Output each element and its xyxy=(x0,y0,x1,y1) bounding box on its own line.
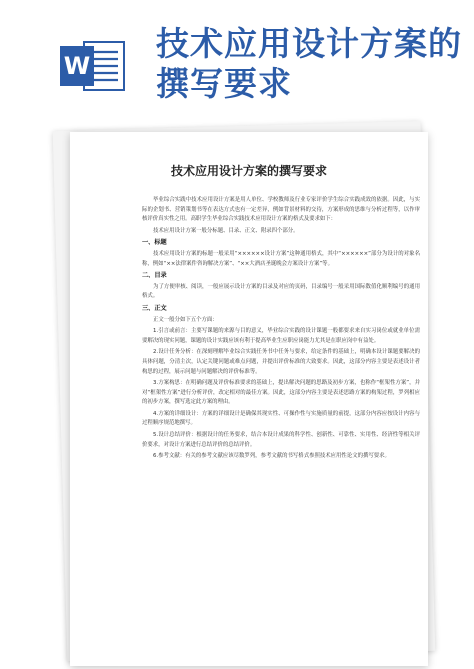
body-item-1: 1.引言或前言：主要写课题的来源与目的意义，毕业综合实践的设计课题一般都要求来自实习岗位或就业单位需要解决的现实问题，课题的设计实践应该有利于提高毕业生应职应岗能力尤其是在职应岗中有益处。 xyxy=(142,328,420,344)
body-item-5: 5.设计总结评价：根据设计的任务要求，结合本设计成果的科学性、创新性、可靠性、实用性、经济性等相关评价要求，对设计方案进行总结评价的总结评价。 xyxy=(142,432,420,448)
header-banner xyxy=(0,0,474,118)
document-title: 技术应用设计方案的撰写要求 xyxy=(170,164,327,178)
body-item-6: 6.参考文献：有关的参考文献应该尽数罗列，参考文献的书写格式参照技术应用性论文的撰写要求。 xyxy=(153,453,390,460)
title-paragraph: 技术应用设计方案的标题一般采用“××××××设计方案”这种通用格式，其中“××××××”部分为设计的对象名称，例如“××法律案件咨询解决方案”、“××大酒店圣诞晚会方案设计方案”等。 xyxy=(142,250,420,267)
intro-paragraph: 毕业综合实践中技术应用设计方案是用人单位、学校教师及行业专家评价学生综合实践成效的依据。因此，与实际的企划书、营销策划书等在表达方式也有一定差异，例如背景材料的交待，方案形成的思维与分析过程等，以作审核评价真实性之用。高职学生毕业综合实践技术应用设计方案的格式及要求如下： xyxy=(142,197,420,223)
word-logo-letter: W xyxy=(63,52,91,80)
body-item-2: 2.设计任务分析：在深刻理解毕业综合实践任务书中任务与要求，给定条件的基础上，明确本设计课题要解决的具体问题，分清主次，认定关键问题或难点问题，并提出评价标准的大致要求。因此，这部分内容主要是表述设计者构思的过程，展示问题与问题解决的评价标准等。 xyxy=(142,349,420,375)
body-intro-paragraph: 正文一般分如下五个方面： xyxy=(153,316,218,323)
section-heading-body: 三、正文 xyxy=(142,304,167,312)
section-heading-toc: 二、目录 xyxy=(142,272,167,280)
structure-paragraph: 技术应用设计方案一般分标题、目录、正文、附录四个部分。 xyxy=(153,227,299,234)
document-body xyxy=(142,196,420,464)
body-item-3: 3.方案构思：在明确问题及评价标准要求的基础上，提出解决问题的思路及初步方案，也称作“框架性方案”，并对“框架性方案”进行分析评价，改定相对的最佳方案。因此，这部分内容主要是表述思路方案的构架过程，罗列相应的初步方案，撰写选定此方案的理由。 xyxy=(142,380,420,406)
document-page xyxy=(70,132,428,666)
banner-title: 技术应用设计方案的撰写要求 xyxy=(156,24,462,103)
word-document-icon xyxy=(58,36,128,96)
body-item-4: 4.方案的详细设计：方案的详细设计是确保其现实性、可操作性与实施质量的前提，这部分内容应按设计内容与过程顺序规范地撰写。 xyxy=(142,410,420,427)
toc-paragraph: 为了方便审核、阅读，一般应展示设计方案的目录及对应的页码，目录编号一般采用国际数值化顺利编号的通用格式。 xyxy=(142,283,420,300)
section-heading-title: 一、标题 xyxy=(142,239,167,247)
